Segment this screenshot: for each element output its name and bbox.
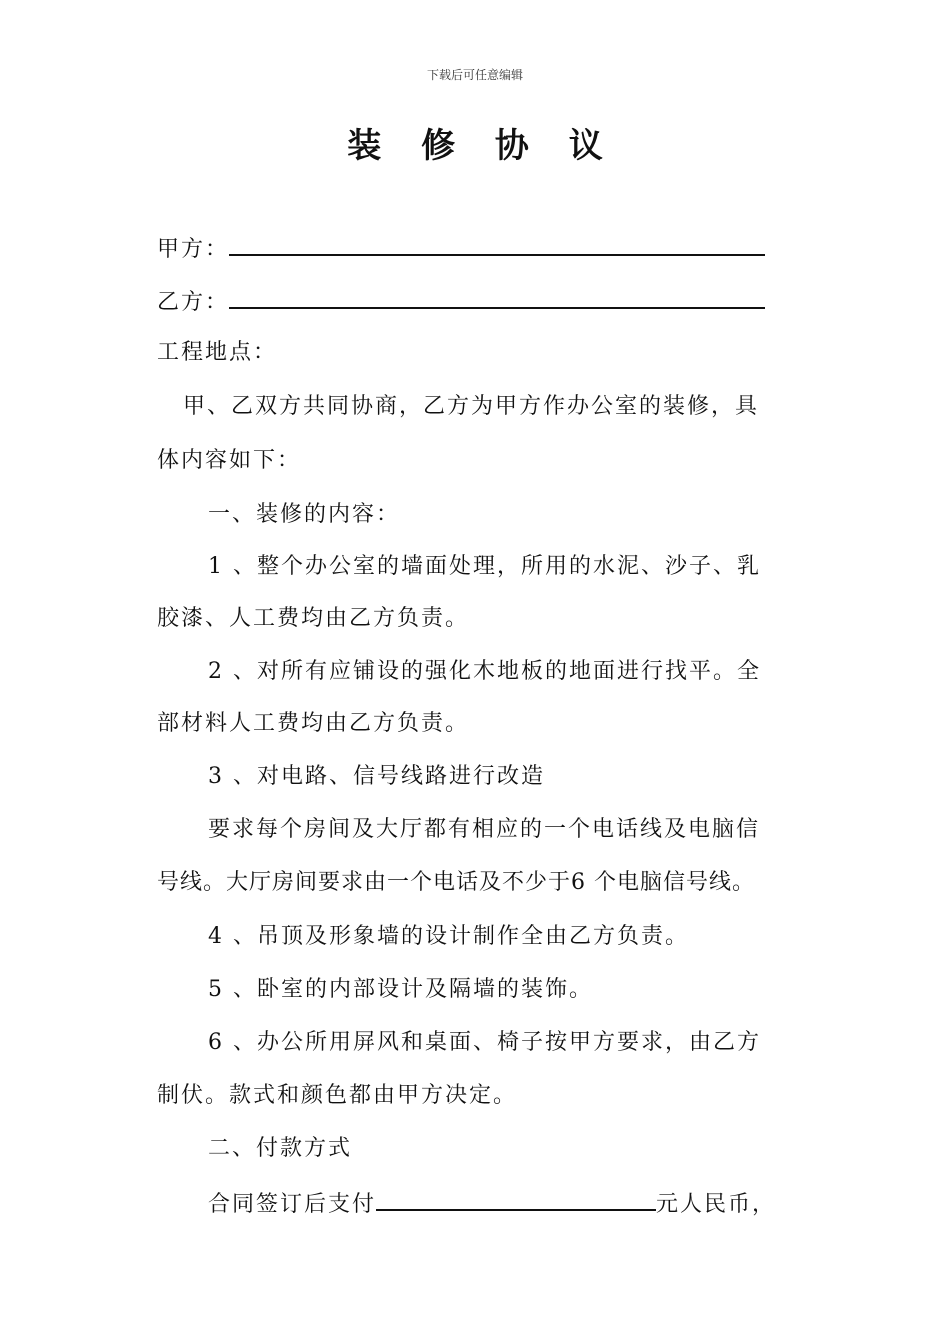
payment-prefix: 合同签订后支付	[208, 1192, 377, 1217]
document-title: 装 修 协 议	[347, 126, 617, 166]
item-3-line-1: 3 、对电路、信号线路进行改造	[208, 764, 545, 789]
intro-line-1: 甲、乙双方共同协商，乙方为甲方作办公室的装修，具	[183, 394, 760, 419]
payment-row	[208, 1187, 776, 1220]
item-3-requirement-line-2: 号线。大厅房间要求由一个电话及不少于6 个电脑信号线。	[157, 870, 755, 895]
header-note: 下载后可任意编辑	[426, 68, 523, 82]
payment-amount-blank[interactable]	[376, 1187, 656, 1211]
item-5: 5 、卧室的内部设计及隔墙的装饰。	[208, 977, 593, 1002]
party-a-row	[157, 232, 765, 265]
section-1-heading: 一、装修的内容：	[208, 502, 401, 527]
party-a-blank[interactable]	[229, 232, 765, 256]
item-2-line-1: 2 、对所有应铺设的强化木地板的地面进行找平。全	[208, 659, 761, 684]
party-b-row	[157, 285, 765, 318]
item-1-line-2: 胶漆、人工费均由乙方负责。	[157, 606, 470, 631]
site-label: 工程地点：	[157, 340, 278, 365]
item-6-line-1: 6 、办公所用屏风和桌面、椅子按甲方要求，由乙方	[208, 1030, 761, 1055]
item-1-line-1: 1 、整个办公室的墙面处理，所用的水泥、沙子、乳	[208, 554, 761, 579]
section-2-heading: 二、付款方式	[208, 1136, 353, 1161]
item-3-requirement-line-1: 要求每个房间及大厅都有相应的一个电话线及电脑信	[208, 817, 761, 842]
intro-line-2: 体内容如下：	[157, 448, 302, 473]
item-2-line-2: 部材料人工费均由乙方负责。	[157, 711, 470, 736]
item-4: 4 、吊顶及形象墙的设计制作全由乙方负责。	[208, 924, 689, 949]
item-6-line-2: 制伏。款式和颜色都由甲方决定。	[157, 1083, 518, 1108]
party-b-label: 乙方：	[157, 290, 230, 315]
party-b-blank[interactable]	[229, 285, 765, 309]
payment-suffix: 元人民币，	[656, 1192, 777, 1217]
party-a-label: 甲方：	[157, 237, 230, 262]
